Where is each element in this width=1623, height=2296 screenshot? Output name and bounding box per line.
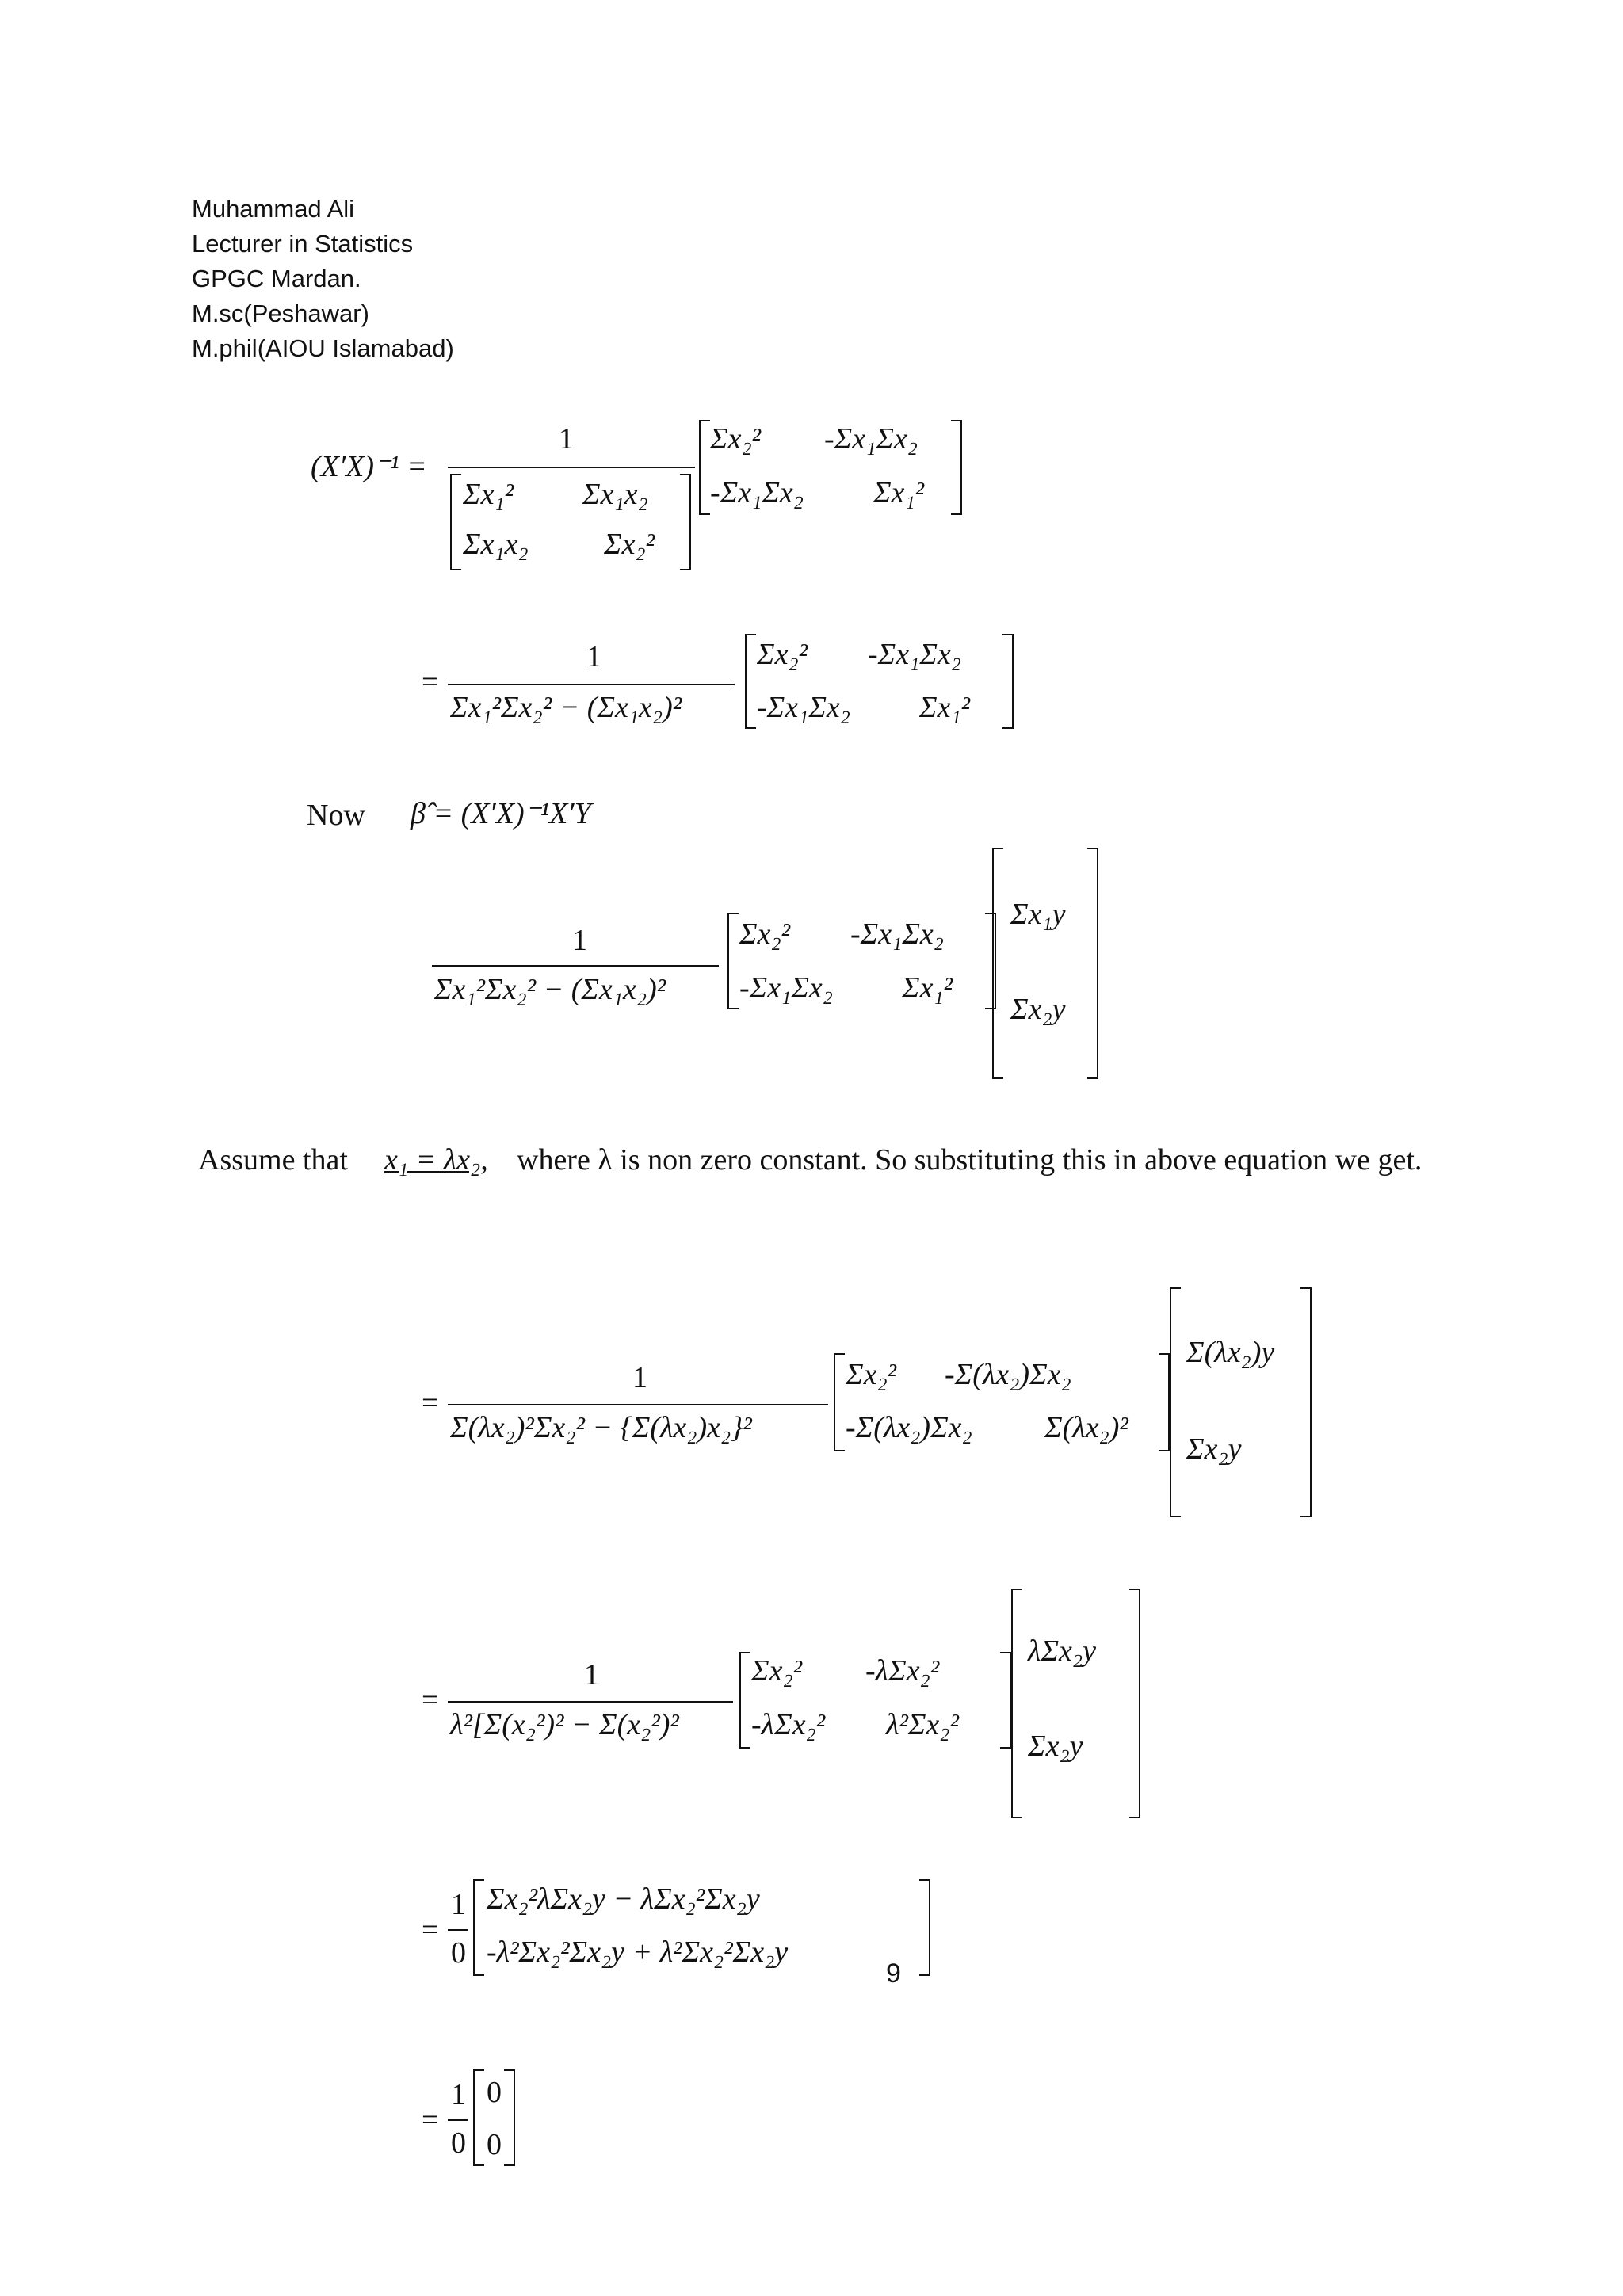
- eq5-vector-r1: Σ(λx₂)y: [1186, 1336, 1275, 1369]
- eq5-m-r1c2: -Σ(λx₂)Σx₂: [945, 1358, 1071, 1391]
- eq5-vector-bracket-left: [1170, 1287, 1181, 1517]
- eq6-vector-r1: λΣx₂y: [1028, 1634, 1096, 1668]
- eq4-vector-bracket-left: [992, 848, 1003, 1079]
- eq5-fraction-bar: [448, 1404, 828, 1405]
- eq8-numerator: 1: [451, 2078, 466, 2111]
- eq8-vector-bracket-left: [473, 2069, 484, 2166]
- eq8-vector-r1: 0: [487, 2076, 502, 2109]
- eq8-fraction-bar: [448, 2119, 468, 2121]
- eq6-numerator: 1: [584, 1658, 599, 1691]
- eq6-equals: =: [422, 1684, 439, 1717]
- eq7-equals: =: [422, 1913, 439, 1947]
- author-title: Lecturer in Statistics: [192, 230, 414, 257]
- eq1-den-r1c2: Σx₁x₂: [582, 478, 648, 511]
- eq3-expression: β̂ = (X′X)⁻¹X′Y: [411, 797, 591, 830]
- eq1-matrix-bracket-left: [699, 420, 710, 515]
- eq2-m-r1c1: Σx₂²: [757, 638, 808, 671]
- author-header: [192, 192, 454, 366]
- eq4-vector-bracket-right: [1087, 848, 1098, 1079]
- eq1-den-r2c2: Σx₂²: [604, 528, 655, 561]
- author-msc: M.sc(Peshawar): [192, 299, 369, 327]
- eq2-denominator: Σx₁²Σx₂² − (Σx₁x₂)²: [450, 691, 682, 724]
- eq4-denominator: Σx₁²Σx₂² − (Σx₁x₂)²: [434, 973, 666, 1006]
- eq8-equals: =: [422, 2103, 439, 2137]
- eq5-matrix-bracket-right: [1159, 1353, 1170, 1451]
- author-mphil: M.phil(AIOU Islamabad): [192, 334, 454, 362]
- eq6-matrix-bracket-left: [739, 1652, 750, 1749]
- page-number: 9: [886, 1958, 901, 1989]
- eq7-numerator: 1: [451, 1888, 466, 1921]
- eq7-matrix-bracket-left: [473, 1879, 484, 1976]
- eq4-m-r2c2: Σx₁²: [902, 971, 953, 1005]
- eq1-m-r1c2: -Σx₁Σx₂: [824, 422, 918, 456]
- eq6-vector-bracket-left: [1011, 1589, 1022, 1818]
- eq1-fraction-bar: [448, 467, 695, 468]
- eq5-numerator: 1: [632, 1361, 647, 1394]
- eq4-m-r1c2: -Σx₁Σx₂: [850, 917, 944, 951]
- eq1-m-r2c2: Σx₁²: [873, 476, 925, 509]
- eq2-m-r2c2: Σx₁²: [919, 691, 971, 724]
- eq6-m-r2c2: λ²Σx₂²: [886, 1708, 959, 1741]
- eq4-vector-r2: Σx₂y: [1010, 993, 1066, 1026]
- eq2-equals: =: [422, 666, 439, 699]
- eq8-vector-r2: 0: [487, 2128, 502, 2161]
- eq1-den-bracket-left: [450, 474, 461, 570]
- eq5-matrix-bracket-left: [834, 1353, 845, 1451]
- eq6-matrix-bracket-right: [1000, 1652, 1011, 1749]
- author-college: GPGC Mardan.: [192, 265, 361, 292]
- author-name: Muhammad Ali: [192, 195, 355, 223]
- eq2-matrix-bracket-right: [1002, 634, 1014, 729]
- assume-expression: x₁ = λx₂,: [384, 1143, 488, 1177]
- assume-rest: where λ is non zero constant. So substituting this in above equation we get.: [517, 1143, 1423, 1177]
- eq4-fraction-bar: [432, 965, 719, 967]
- eq4-m-r2c1: -Σx₁Σx₂: [739, 971, 833, 1005]
- eq7-row2: -λ²Σx₂²Σx₂y + λ²Σx₂²Σx₂y: [487, 1936, 789, 1969]
- eq6-m-r2c1: -λΣx₂²: [751, 1708, 826, 1741]
- eq1-numerator: 1: [559, 422, 574, 456]
- eq2-fraction-bar: [448, 684, 735, 685]
- eq5-m-r1c1: Σx₂²: [846, 1358, 897, 1391]
- assume-prefix: Assume that: [198, 1143, 348, 1177]
- eq4-numerator: 1: [572, 924, 587, 957]
- eq8-denominator: 0: [451, 2126, 466, 2160]
- eq5-vector-bracket-right: [1300, 1287, 1312, 1517]
- eq5-equals: =: [422, 1386, 439, 1420]
- eq6-denominator: λ²[Σ(x₂²)² − Σ(x₂²)²: [450, 1708, 679, 1741]
- eq1-den-bracket-right: [680, 474, 691, 570]
- eq1-den-r1c1: Σx₁²: [463, 478, 514, 511]
- eq7-fraction-bar: [448, 1929, 468, 1931]
- eq1-m-r1c1: Σx₂²: [710, 422, 762, 456]
- eq6-vector-r2: Σx₂y: [1028, 1730, 1083, 1763]
- eq4-vector-r1: Σx₁y: [1010, 898, 1066, 931]
- eq8-vector-bracket-right: [504, 2069, 515, 2166]
- eq1-lhs: (X′X)⁻¹ =: [311, 450, 427, 483]
- eq3-now: Now: [307, 799, 365, 832]
- eq2-matrix-bracket-left: [745, 634, 756, 729]
- eq6-vector-bracket-right: [1129, 1589, 1140, 1818]
- eq2-m-r1c2: -Σx₁Σx₂: [868, 638, 961, 671]
- eq7-matrix-bracket-right: [919, 1879, 930, 1976]
- eq1-den-r2c1: Σx₁x₂: [463, 528, 529, 561]
- eq5-m-r2c2: Σ(λx₂)²: [1044, 1411, 1128, 1444]
- eq6-fraction-bar: [448, 1701, 733, 1703]
- eq6-m-r1c1: Σx₂²: [751, 1654, 803, 1688]
- eq6-m-r1c2: -λΣx₂²: [865, 1654, 940, 1688]
- eq5-vector-r2: Σx₂y: [1186, 1432, 1242, 1466]
- eq5-denominator: Σ(λx₂)²Σx₂² − {Σ(λx₂)x₂}²: [450, 1411, 752, 1444]
- eq5-m-r2c1: -Σ(λx₂)Σx₂: [846, 1411, 972, 1444]
- eq7-row1: Σx₂²λΣx₂y − λΣx₂²Σx₂y: [487, 1882, 760, 1916]
- eq2-numerator: 1: [586, 640, 601, 673]
- eq4-matrix-bracket-left: [727, 913, 739, 1009]
- eq1-matrix-bracket-right: [951, 420, 962, 515]
- eq1-m-r2c1: -Σx₁Σx₂: [710, 476, 804, 509]
- eq7-denominator: 0: [451, 1936, 466, 1970]
- eq2-m-r2c1: -Σx₁Σx₂: [757, 691, 850, 724]
- eq4-m-r1c1: Σx₂²: [739, 917, 791, 951]
